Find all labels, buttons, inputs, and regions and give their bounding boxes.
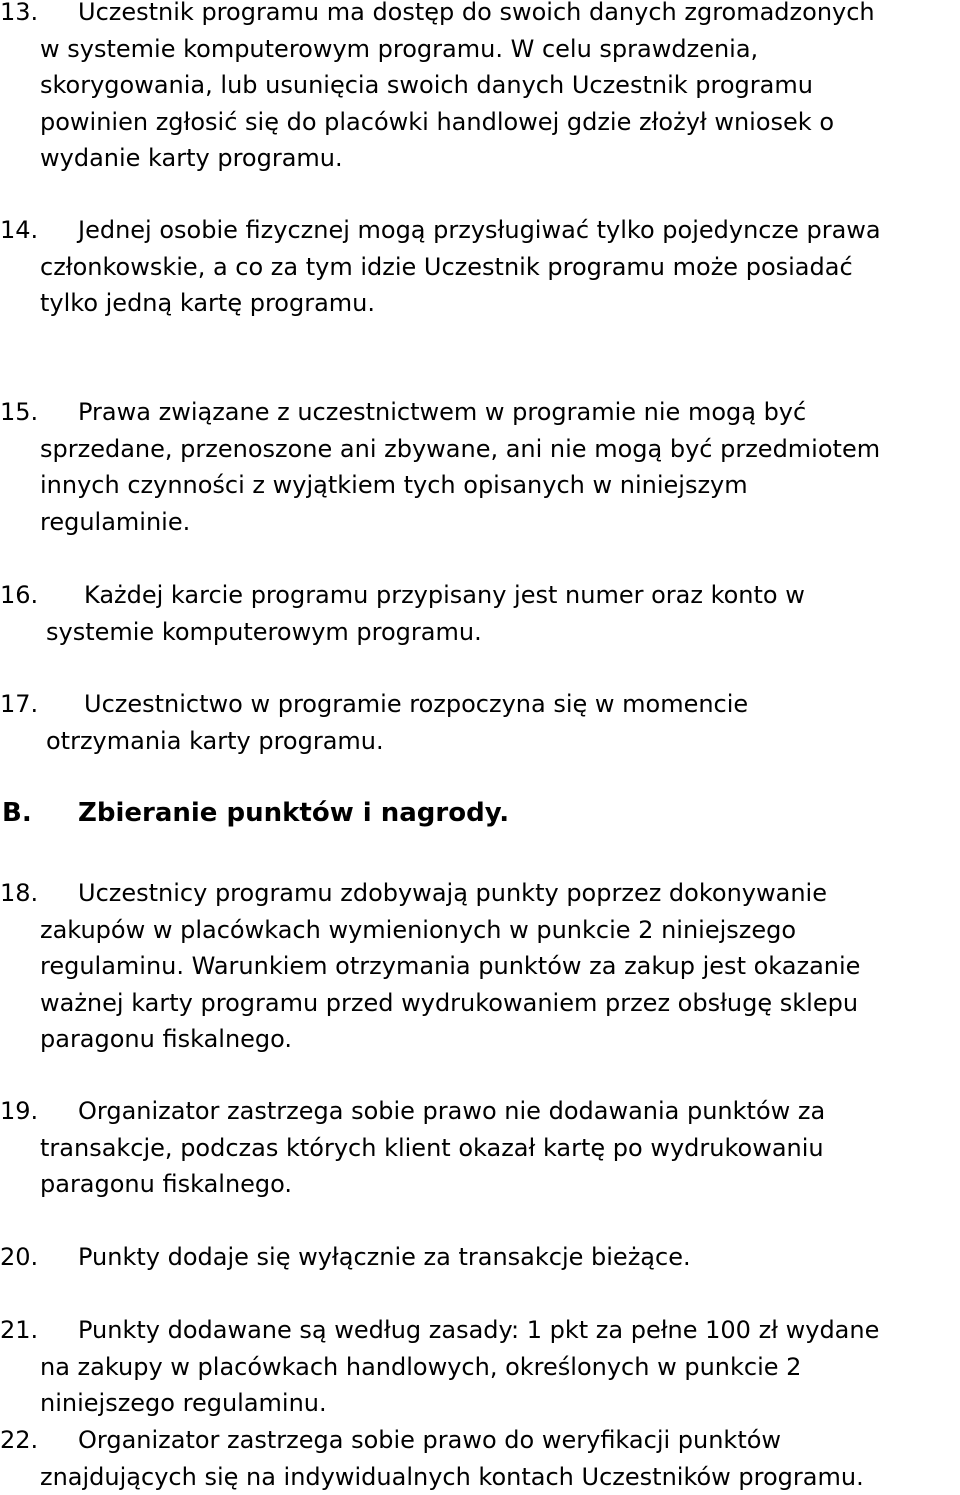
paragraph-line: systemie komputerowym programu. [46,614,960,651]
paragraph-22 [40,1422,958,1495]
paragraph-line: w systemie komputerowym programu. W celu sprawdzenia, [40,31,958,68]
paragraph-line: innych czynności z wyjątkiem tych opisanych w niniejszym [40,467,958,504]
paragraph-line: tylko jedną kartę programu. [40,285,958,322]
paragraph-line: paragonu fiskalnego. [40,1021,958,1058]
paragraph-number: 13. [0,0,38,31]
paragraph-line: sprzedane, przenoszone ani zbywane, ani nie mogą być przedmiotem [40,431,958,468]
paragraph-14 [40,212,958,322]
paragraph-number: 21. [0,1312,38,1349]
paragraph-line: skorygowania, lub usunięcia swoich danych Uczestnik programu [40,67,958,104]
paragraph-17 [46,686,960,759]
paragraph-15 [40,394,958,540]
paragraph-line: regulaminu. Warunkiem otrzymania punktów za zakup jest okazanie [40,948,958,985]
paragraph-13 [40,0,958,177]
paragraph-line: zakupów w placówkach wymienionych w punkcie 2 niniejszego [40,912,958,949]
paragraph-line: regulaminie. [40,504,958,541]
section-title: Zbieranie punktów i nagrody. [78,798,509,828]
paragraph-line: członkowskie, a co za tym idzie Uczestnik programu może posiadać [40,249,958,286]
paragraph-line: Uczestnik programu ma dostęp do swoich danych zgromadzonych [78,0,958,31]
paragraph-line: transakcje, podczas których klient okazał kartę po wydrukowaniu [40,1130,958,1167]
paragraph-line: Uczestnicy programu zdobywają punkty poprzez dokonywanie [78,875,958,912]
paragraph-line: wydanie karty programu. [40,140,958,177]
paragraph-20 [40,1239,958,1276]
paragraph-line: Punkty dodaje się wyłącznie za transakcje bieżące. [78,1239,958,1276]
section-b-heading [2,798,509,828]
paragraph-line: powinien zgłosić się do placówki handlowej gdzie złożył wniosek o [40,104,958,141]
paragraph-line: paragonu fiskalnego. [40,1166,958,1203]
paragraph-line: Każdej karcie programu przypisany jest numer oraz konto w [84,577,960,614]
paragraph-number: 19. [0,1093,38,1130]
section-letter: B. [2,798,78,828]
paragraph-number: 15. [0,394,38,431]
paragraph-number: 22. [0,1422,38,1459]
paragraph-line: Organizator zastrzega sobie prawo do weryfikacji punktów [78,1422,958,1459]
paragraph-16 [46,577,960,650]
paragraph-number: 18. [0,875,38,912]
paragraph-line: Uczestnictwo w programie rozpoczyna się w momencie [84,686,960,723]
paragraph-line: niniejszego regulaminu. [40,1385,958,1422]
paragraph-number: 17. [0,686,38,723]
paragraph-line: Jednej osobie fizycznej mogą przysługiwać tylko pojedyncze prawa [78,212,958,249]
paragraph-line: ważnej karty programu przed wydrukowaniem przez obsługę sklepu [40,985,958,1022]
paragraph-line: Organizator zastrzega sobie prawo nie dodawania punktów za [78,1093,958,1130]
paragraph-line: znajdujących się na indywidualnych kontach Uczestników programu. [40,1459,958,1495]
paragraph-number: 16. [0,577,38,614]
paragraph-line: na zakupy w placówkach handlowych, określonych w punkcie 2 [40,1349,958,1386]
paragraph-line: Punkty dodawane są według zasady: 1 pkt za pełne 100 zł wydane [78,1312,958,1349]
paragraph-19 [40,1093,958,1203]
paragraph-18 [40,875,958,1058]
paragraph-21 [40,1312,958,1422]
paragraph-line: otrzymania karty programu. [46,723,960,760]
paragraph-number: 20. [0,1239,38,1276]
paragraph-line: Prawa związane z uczestnictwem w programie nie mogą być [78,394,958,431]
paragraph-number: 14. [0,212,38,249]
